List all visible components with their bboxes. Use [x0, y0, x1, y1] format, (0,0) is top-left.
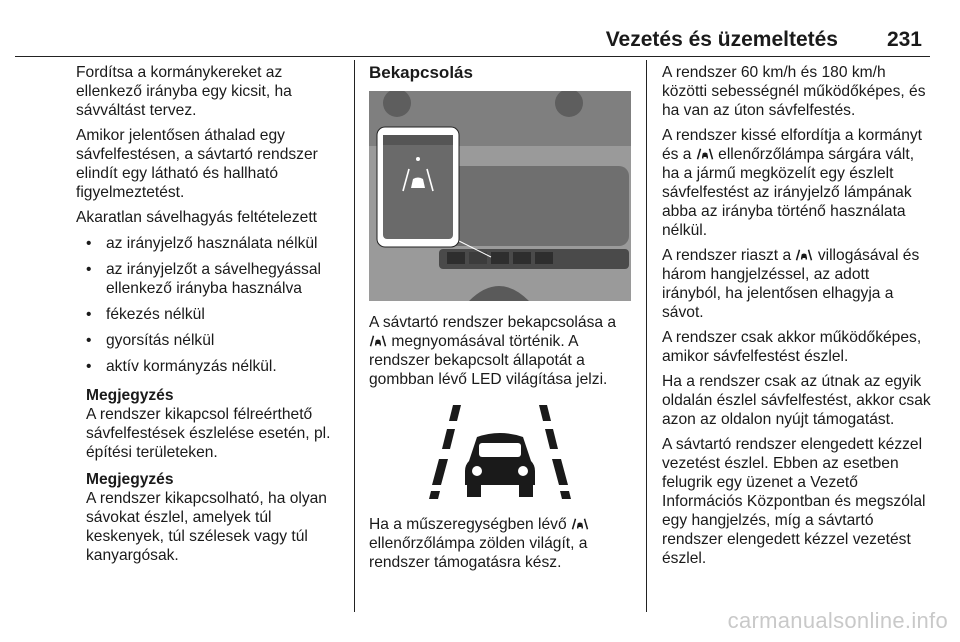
column-divider-2	[646, 60, 647, 612]
page-title: Vezetés és üzemeltetés	[605, 28, 838, 51]
note-block	[86, 470, 344, 565]
paragraph: A rendszer riaszt a villogásával és három hangjelzéssel, az adott irányból, ha jelentősen elhagyja a sávot.	[662, 247, 920, 321]
header-divider	[15, 56, 930, 57]
column-2	[369, 63, 631, 578]
column-1	[76, 63, 344, 565]
note-label: Megjegyzés	[86, 471, 174, 488]
note-text: A rendszer kikapcsolható, ha olyan sávokat észlel, amelyek túl keskenyek, túl szélesek vagy túl kanyargósak.	[86, 490, 327, 564]
paragraph: Ha a rendszer csak az útnak az egyik oldalán észlel sávfelfestést, akkor csak azon az oldalon nyújt támogatást.	[662, 373, 931, 428]
note-block	[86, 386, 344, 462]
column-3	[662, 63, 932, 574]
list-item: • gyorsítás nélkül	[76, 331, 344, 350]
paragraph: Akaratlan sávelhagyás feltételezett	[76, 209, 317, 226]
watermark: carmanualsonline.info	[727, 608, 948, 633]
paragraph: A rendszer kissé elfordítja a kormányt és a ellenőrzőlámpa sárgára vált, ha a jármű megközelít egy észlelt sávfelfestést az irányjelző lámpának abba az irányba történő használata nélkül.	[662, 127, 923, 239]
lane-keep-assist-icon	[369, 399, 631, 503]
paragraph: Fordítsa a kormánykereket az ellenkező irányba egy kicsit, ha sávváltást tervez.	[76, 64, 292, 119]
page-number: 231	[886, 28, 922, 51]
note-label: Megjegyzés	[86, 387, 174, 404]
lane-keep-assist-icon	[696, 148, 714, 160]
section-heading: Bekapcsolás	[369, 63, 473, 82]
lane-keep-assist-icon	[571, 518, 589, 530]
column-divider-1	[354, 60, 355, 612]
console-photo	[369, 91, 631, 301]
page-header	[60, 28, 928, 56]
lane-keep-assist-icon	[369, 335, 387, 347]
list-item: • fékezés nélkül	[76, 305, 344, 324]
paragraph: Ha a műszeregységben lévő ellenőrzőlámpa zölden világít, a rendszer támogatásra kész.	[369, 516, 588, 571]
note-text: A rendszer kikapcsol félreérthető sávfelfestések észlelése esetén, pl. építési területeken.	[86, 406, 331, 461]
list-item: • az irányjelzőt a sávelhegyással ellenkező irányba használva	[76, 260, 344, 298]
paragraph: A sávtartó rendszer bekapcsolása a megnyomásával történik. A rendszer bekapcsolt állapotát a gombban lévő LED világítása jelzi.	[369, 314, 617, 388]
condition-list	[76, 234, 344, 376]
paragraph: A rendszer 60 km/h és 180 km/h közötti sebességnél működőképes, és ha van az úton sávfelfestés.	[662, 64, 926, 119]
paragraph: A rendszer csak akkor működőképes, amikor sávfelfestést észlel.	[662, 329, 922, 365]
paragraph: Amikor jelentősen áthalad egy sávfelfestésen, a sávtartó rendszer elindít egy látható és hallható figyelmeztetést.	[76, 127, 318, 201]
paragraph: A sávtartó rendszer elengedett kézzel vezetést észlel. Ebben az esetben felugrik egy üzenet a Vezető Információs Központban és megszólal egy hangjelzés, míg a sávtartó rendszer elengedett kézzel vezetést észlel.	[662, 436, 926, 567]
list-item: • aktív kormányzás nélkül.	[76, 357, 344, 376]
list-item: • az irányjelző használata nélkül	[76, 234, 344, 253]
lane-keep-assist-icon	[795, 249, 813, 261]
